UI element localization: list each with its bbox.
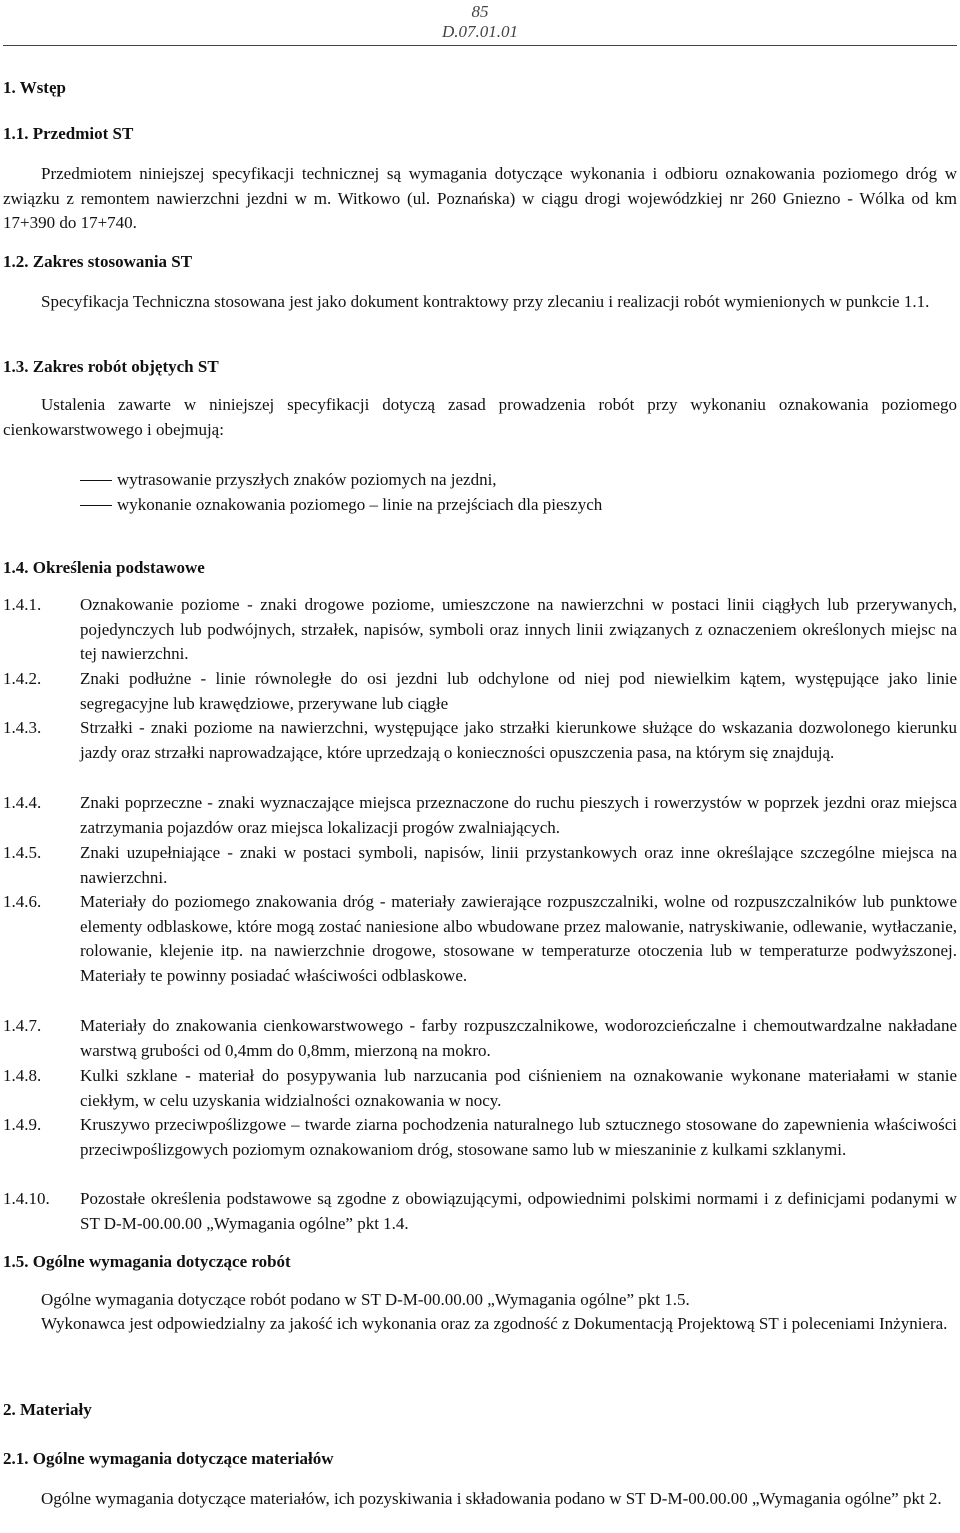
definition-text: Znaki podłużne - linie równoległe do osi jezdni lub odchylone od niej pod niewielkim kątem, występujące jako linie segregacyjne lub krawędziowe, przerywane lub ciągłe xyxy=(80,669,957,713)
section-2-heading: 2. Materiały xyxy=(3,1400,92,1419)
section-2-1-text: Ogólne wymagania dotyczące materiałów, ich pozyskiwania i składowania podano w ST D-M-00.00.00 „Wymagania ogólne” pkt 2. xyxy=(41,1489,942,1508)
section-1-5-text-2: Wykonawca jest odpowiedzialny za jakość ich wykonania oraz za zgodność z Dokumentacją Projektową ST i poleceniami Inżyniera. xyxy=(41,1314,948,1333)
definition-number: 1.4.8. xyxy=(3,1066,42,1085)
definition-number: 1.4.4. xyxy=(3,793,42,812)
definition-text: Kulki szklane - materiał do posypywania lub narzucania pod ciśnieniem na oznakowanie wykonane materiałami w stanie ciekłym, w celu uzyskania widzialności oznakowania w nocy. xyxy=(80,1066,957,1110)
dash-bullet xyxy=(80,505,112,506)
definition-item xyxy=(3,1014,957,1063)
section-1-3-text: Ustalenia zawarte w niniejszej specyfikacji dotyczą zasad prowadzenia robót przy wykonaniu oznakowania poziomego cienkowarstwowego i obejmują: xyxy=(3,395,957,439)
definition-text: Strzałki - znaki poziome na nawierzchni, występujące jako strzałki kierunkowe służące do wskazania dozwolonego kierunku jazdy oraz strzałki naprowadzające, które uprzedzają o konieczności opuszczenia pasa, na którym się znajdują. xyxy=(80,718,957,762)
list-item xyxy=(117,493,960,518)
dash-bullet xyxy=(80,480,112,481)
definition-number: 1.4.2. xyxy=(3,669,42,688)
section-1-5-text-1: Ogólne wymagania dotyczące robót podano w ST D-M-00.00.00 „Wymagania ogólne” pkt 1.5. xyxy=(41,1290,690,1309)
definition-item xyxy=(3,1064,957,1113)
page-number: 85 xyxy=(471,2,489,21)
section-1-1-text: Przedmiotem niniejszej specyfikacji technicznej są wymagania dotyczące wykonania i odbioru oznakowania poziomego dróg w związku z remontem nawierzchni jezdni w m. Witkowo (ul. Poznańska) w ciągu drogi wojewódzkiej nr 260 Gniezno - Wólka od km 17+390 do 17+740. xyxy=(3,164,957,232)
definition-item xyxy=(3,1187,957,1236)
definition-text: Oznakowanie poziome - znaki drogowe poziome, umieszczone na nawierzchni w postaci linii ciągłych lub przerywanych, pojedynczych lub podwójnych, strzałek, napisów, symboli oraz innych linii związanych z oznaczeniem określonych miejsc na tej nawierzchni. xyxy=(80,595,957,663)
section-1-1-heading: 1.1. Przedmiot ST xyxy=(3,124,134,143)
section-1-heading: 1. Wstęp xyxy=(3,78,66,97)
definition-item xyxy=(3,1113,957,1162)
definition-text: Znaki uzupełniające - znaki w postaci symboli, napisów, linii przystankowych oraz inne określające szczególne miejsca na nawierzchni. xyxy=(80,843,957,887)
definition-item xyxy=(3,716,957,765)
definition-number: 1.4.10. xyxy=(3,1189,50,1208)
list-item xyxy=(117,468,960,493)
definition-text: Pozostałe określenia podstawowe są zgodne z obowiązującymi, odpowiednimi polskimi normami i z definicjami podanymi w ST D-M-00.00.00 „Wymagania ogólne” pkt 1.4. xyxy=(80,1189,957,1233)
definition-text: Kruszywo przeciwpoślizgowe – twarde ziarna pochodzenia naturalnego lub sztucznego stosowane do zapewnienia właściwości przeciwpoślizgowych poziomym oznakowaniom dróg, stosowane samo lub w mieszaninie z kulkami szklanymi. xyxy=(80,1115,957,1159)
definition-text: Materiały do poziomego znakowania dróg - materiały zawierające rozpuszczalniki, wolne od rozpuszczalników lub punktowe elementy odblaskowe, które mogą zostać naniesione albo wbudowane przez malowanie, natryskiwanie, odlewanie, wytłaczanie, rolowanie, klejenie itp. na nawierzchnie drogowe, stosowane w temperaturze otoczenia lub w temperaturze podwyższonej. Materiały te powinny posiadać właściwości odblaskowe. xyxy=(80,892,957,985)
section-1-2-heading: 1.2. Zakres stosowania ST xyxy=(3,252,193,271)
list-item-text: wytrasowanie przyszłych znaków poziomych na jezdni, xyxy=(117,470,497,489)
definition-number: 1.4.5. xyxy=(3,843,42,862)
definition-text: Znaki poprzeczne - znaki wyznaczające miejsca przeznaczone do ruchu pieszych i rowerzystów w poprzek jezdni oraz miejsca zatrzymania pojazdów oraz miejsca lokalizacji progów zwalniających. xyxy=(80,793,957,837)
definition-number: 1.4.3. xyxy=(3,718,42,737)
definition-item xyxy=(3,791,957,840)
definition-number: 1.4.1. xyxy=(3,595,42,614)
definition-number: 1.4.6. xyxy=(3,892,42,911)
definition-item xyxy=(3,841,957,890)
definition-item xyxy=(3,593,957,667)
section-1-4-heading: 1.4. Określenia podstawowe xyxy=(3,558,205,577)
section-2-1-heading: 2.1. Ogólne wymagania dotyczące materiałów xyxy=(3,1449,334,1468)
document-code: D.07.01.01 xyxy=(441,22,519,41)
section-1-5-heading: 1.5. Ogólne wymagania dotyczące robót xyxy=(3,1252,291,1271)
section-1-3-heading: 1.3. Zakres robót objętych ST xyxy=(3,357,219,376)
header-rule xyxy=(3,45,957,46)
list-item-text: wykonanie oznakowania poziomego – linie na przejściach dla pieszych xyxy=(117,495,603,514)
definition-text: Materiały do znakowania cienkowarstwowego - farby rozpuszczalnikowe, wodorozcieńczalne i chemoutwardzalne nakładane warstwą grubości od 0,4mm do 0,8mm, mierzoną na mokro. xyxy=(80,1016,957,1060)
definition-item xyxy=(3,667,957,716)
definition-number: 1.4.9. xyxy=(3,1115,42,1134)
definition-item xyxy=(3,890,957,988)
section-1-2-text: Specyfikacja Techniczna stosowana jest jako dokument kontraktowy przy zlecaniu i realizacji robót wymienionych w punkcie 1.1. xyxy=(41,292,930,311)
definition-number: 1.4.7. xyxy=(3,1016,42,1035)
